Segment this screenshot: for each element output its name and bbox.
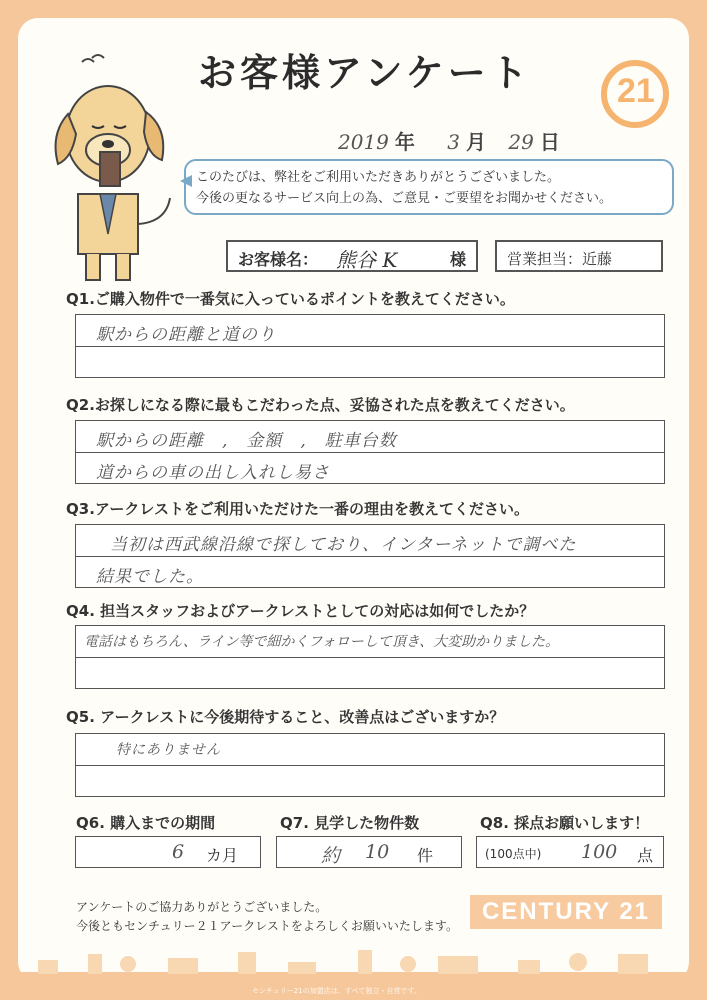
q7-unit: 件 (417, 846, 434, 865)
survey-sheet (18, 18, 689, 995)
footer-line-1: アンケートのご協力ありがとうございました。 (76, 900, 328, 914)
answer-divider (76, 765, 664, 766)
answer-5-line-1: 特にありません (116, 742, 221, 758)
greeting-bubble (184, 159, 674, 215)
survey-date (338, 126, 566, 155)
q6-value: 6 (172, 841, 185, 863)
day-unit: 日 (539, 130, 560, 154)
dog-mascot-illustration (38, 54, 178, 284)
century21-logo (601, 60, 669, 128)
logo-text: 21 (617, 72, 655, 110)
greeting-line-1: このたびは、弊社をご利用いただきありがとうございました。 (196, 170, 561, 185)
customer-name-box (226, 240, 478, 272)
q8-unit: 点 (637, 846, 654, 865)
answer-divider (76, 346, 664, 347)
answer-box-3 (75, 524, 665, 588)
page-title: お客様アンケート (198, 51, 532, 95)
answer-box-5 (75, 733, 665, 797)
question-8: Q8. 採点お願いします！ (480, 814, 650, 832)
q8-value: 100 (581, 841, 618, 863)
townscape-decoration (18, 950, 689, 982)
question-6: Q6. 購入までの期間 (76, 814, 216, 832)
customer-name-label: お客様名： (238, 250, 319, 269)
answer-2-line-2: 道からの車の出し入れし易さ (96, 463, 330, 483)
q7-value: 10 (365, 841, 390, 863)
answer-2-line-1: 駅からの距離 , 金額 , 駐車台数 (96, 431, 397, 451)
footer-fine-print: センチュリー21の加盟店は、すべて独立・自営です。 (252, 987, 421, 995)
question-5: Q5. アークレストに今後期待すること、改善点はございますか？ (66, 708, 505, 726)
footer-line-2: 今後ともセンチュリー２１アークレストをよろしくお願いいたします。 (76, 919, 458, 933)
answer-box-2 (75, 420, 665, 484)
answer-divider (76, 556, 664, 557)
date-year: 2019 (338, 130, 389, 154)
century21-brand-banner: CENTURY 21 (470, 895, 662, 929)
q6-unit: カ月 (206, 846, 239, 865)
q7-prefix: 約 (321, 845, 341, 867)
answer-box-4 (75, 625, 665, 689)
answer-3-line-1: 当初は西武線沿線で探しており、インターネットで調べた (110, 535, 577, 555)
answer-1-line-1: 駅からの距離と道のり (96, 325, 276, 345)
answer-box-1 (75, 314, 665, 378)
question-1: Q1.ご購入物件で一番気に入っているポイントを教えてください。 (66, 290, 515, 308)
date-day: 29 (508, 130, 534, 154)
answer-box-8 (476, 836, 664, 868)
question-4: Q4. 担当スタッフおよびアークレストとしての対応は如何でしたか？ (66, 602, 535, 620)
answer-3-line-2: 結果でした。 (96, 567, 204, 587)
answer-4-line-1: 電話はもちろん、ライン等で細かくフォローして頂き、大変助かりました。 (84, 634, 560, 650)
sales-staff-label: 営業担当：近藤 (507, 250, 613, 268)
customer-name-suffix: 様 (450, 250, 467, 269)
answer-divider (76, 657, 664, 658)
month-unit: 月 (466, 130, 486, 154)
q8-prefix: (100点中) (485, 847, 542, 861)
customer-name-value: 熊谷 K (336, 248, 398, 272)
answer-box-7 (276, 836, 462, 868)
date-month: 3 (447, 130, 460, 154)
answer-box-6 (75, 836, 261, 868)
greeting-line-2: 今後の更なるサービス向上の為、ご意見・ご要望をお聞かせください。 (196, 191, 613, 206)
question-3: Q3.アークレストをご利用いただけた一番の理由を教えてください。 (66, 500, 529, 518)
question-7: Q7. 見学した物件数 (280, 814, 420, 832)
question-2: Q2.お探しになる際に最もこだわった点、妥協された点を教えてください。 (66, 396, 575, 414)
sales-staff-box (495, 240, 663, 272)
footer-message (76, 898, 458, 936)
year-unit: 年 (394, 130, 415, 154)
answer-divider (76, 452, 664, 453)
